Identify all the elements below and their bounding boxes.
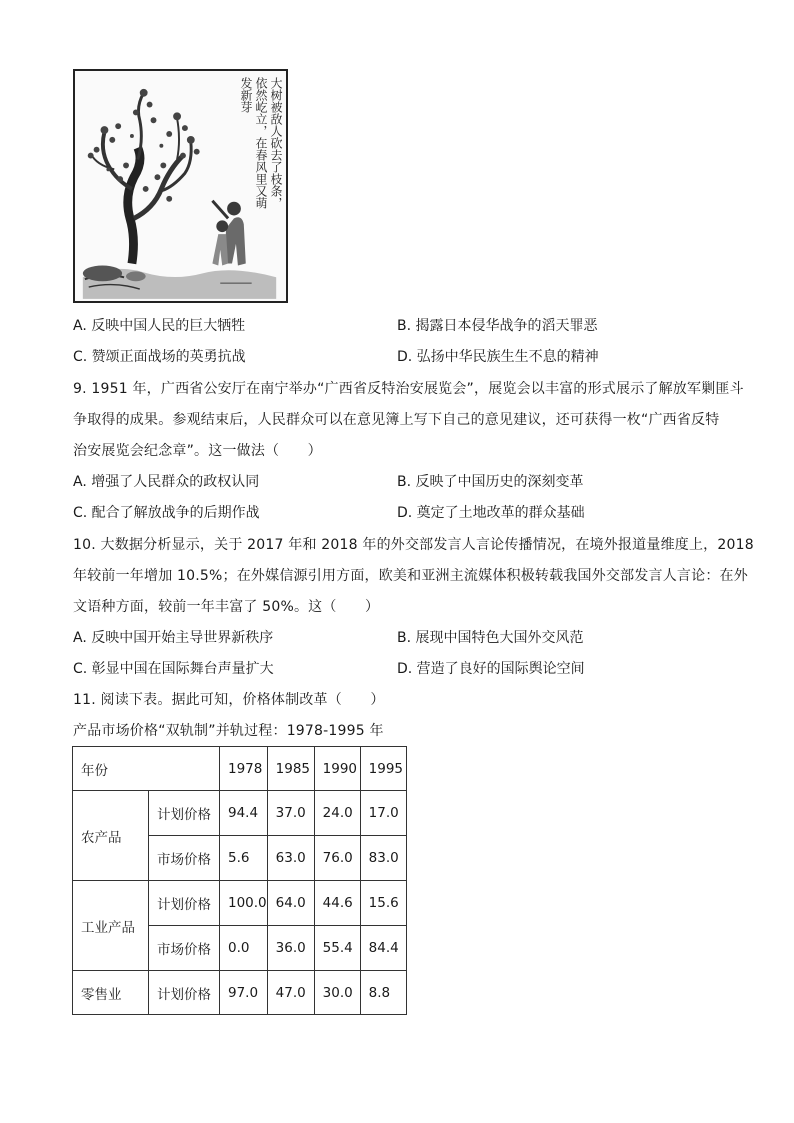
table-row-label: 计划价格 <box>149 881 220 926</box>
table-row <box>73 971 407 1015</box>
table-row-label: 计划价格 <box>149 791 220 836</box>
q8-option-c[interactable]: C. 赞颂正面战场的英勇抗战 <box>73 349 246 365</box>
table-cell: 84.4 <box>360 926 406 971</box>
table-cell: 24.0 <box>314 791 360 836</box>
table-cell: 8.8 <box>360 971 406 1015</box>
table-cell: 76.0 <box>314 836 360 881</box>
q8-option-d[interactable]: D. 弘扬中华民族生生不息的精神 <box>397 349 599 365</box>
table-header-year: 1985 <box>267 747 314 791</box>
price-dual-track-table <box>72 746 407 1015</box>
table-cell: 5.6 <box>220 836 268 881</box>
table-row-label: 市场价格 <box>149 836 220 881</box>
table-cell: 37.0 <box>267 791 314 836</box>
q9-option-a[interactable]: A. 增强了人民群众的政权认同 <box>73 474 260 490</box>
q9-stem-line-2: 争取得的成果。参观结束后，人民群众可以在意见簿上写下自己的意见建议，还可获得一枚“广西省反特 <box>73 412 720 428</box>
table-cell: 55.4 <box>314 926 360 971</box>
table-cell: 63.0 <box>267 836 314 881</box>
table-cell: 64.0 <box>267 881 314 926</box>
table-group-name: 工业产品 <box>73 881 149 971</box>
q9-option-c[interactable]: C. 配合了解放战争的后期作战 <box>73 505 260 521</box>
table-cell: 0.0 <box>220 926 268 971</box>
table-row <box>73 881 407 926</box>
table-row <box>73 791 407 836</box>
q10-option-c[interactable]: C. 彰显中国在国际舞台声量扩大 <box>73 661 274 677</box>
table-cell: 30.0 <box>314 971 360 1015</box>
table-cell: 100.0 <box>220 881 268 926</box>
table-cell: 47.0 <box>267 971 314 1015</box>
table-header-row <box>73 747 407 791</box>
q11-stem: 11. 阅读下表。据此可知，价格体制改革（ ） <box>73 692 385 708</box>
table-row-label: 计划价格 <box>149 971 220 1015</box>
q11-table-title: 产品市场价格“双轨制”并轨过程：1978-1995 年 <box>73 723 384 739</box>
table-cell: 15.6 <box>360 881 406 926</box>
table-header-year: 1990 <box>314 747 360 791</box>
q10-stem-line-2: 年较前一年增加 10.5%；在外媒信源引用方面，欧美和亚洲主流媒体积极转载我国外交部发言人言论：在外 <box>73 568 748 584</box>
q10-option-a[interactable]: A. 反映中国开始主导世界新秩序 <box>73 630 274 646</box>
table-cell: 17.0 <box>360 791 406 836</box>
woodcut-caption: 大树被敌人砍去了枝条，依然屹立，在春风里又萌发新芽 <box>239 77 283 209</box>
q9-stem-line-1: 9. 1951 年，广西省公安厅在南宁举办“广西省反特治安展览会”，展览会以丰富的形式展示了解放军剿匪斗 <box>73 381 744 397</box>
q9-option-b[interactable]: B. 反映了中国历史的深刻变革 <box>397 474 584 490</box>
q8-option-b[interactable]: B. 揭露日本侵华战争的滔天罪恶 <box>397 318 598 334</box>
table-header-year: 1995 <box>360 747 406 791</box>
table-header-year: 1978 <box>220 747 268 791</box>
table-group-name: 零售业 <box>73 971 149 1015</box>
table-cell: 94.4 <box>220 791 268 836</box>
table-cell: 97.0 <box>220 971 268 1015</box>
table-cell: 83.0 <box>360 836 406 881</box>
table-header-label: 年份 <box>73 747 220 791</box>
table-group-name: 农产品 <box>73 791 149 881</box>
q8-option-a[interactable]: A. 反映中国人民的巨大牺牲 <box>73 318 246 334</box>
table-row-label: 市场价格 <box>149 926 220 971</box>
table-cell: 44.6 <box>314 881 360 926</box>
q10-option-d[interactable]: D. 营造了良好的国际舆论空间 <box>397 661 585 677</box>
table-cell: 36.0 <box>267 926 314 971</box>
q9-stem-line-3: 治安展览会纪念章”。这一做法（ ） <box>73 443 322 459</box>
woodcut-illustration <box>73 69 288 303</box>
q10-stem-line-3: 文语种方面，较前一年丰富了 50%。这（ ） <box>73 599 380 615</box>
q9-option-d[interactable]: D. 奠定了土地改革的群众基础 <box>397 505 585 521</box>
q10-stem-line-1: 10. 大数据分析显示，关于 2017 年和 2018 年的外交部发言人言论传播情况，在境外报道量维度上，2018 <box>73 537 754 553</box>
q10-option-b[interactable]: B. 展现中国特色大国外交风范 <box>397 630 584 646</box>
